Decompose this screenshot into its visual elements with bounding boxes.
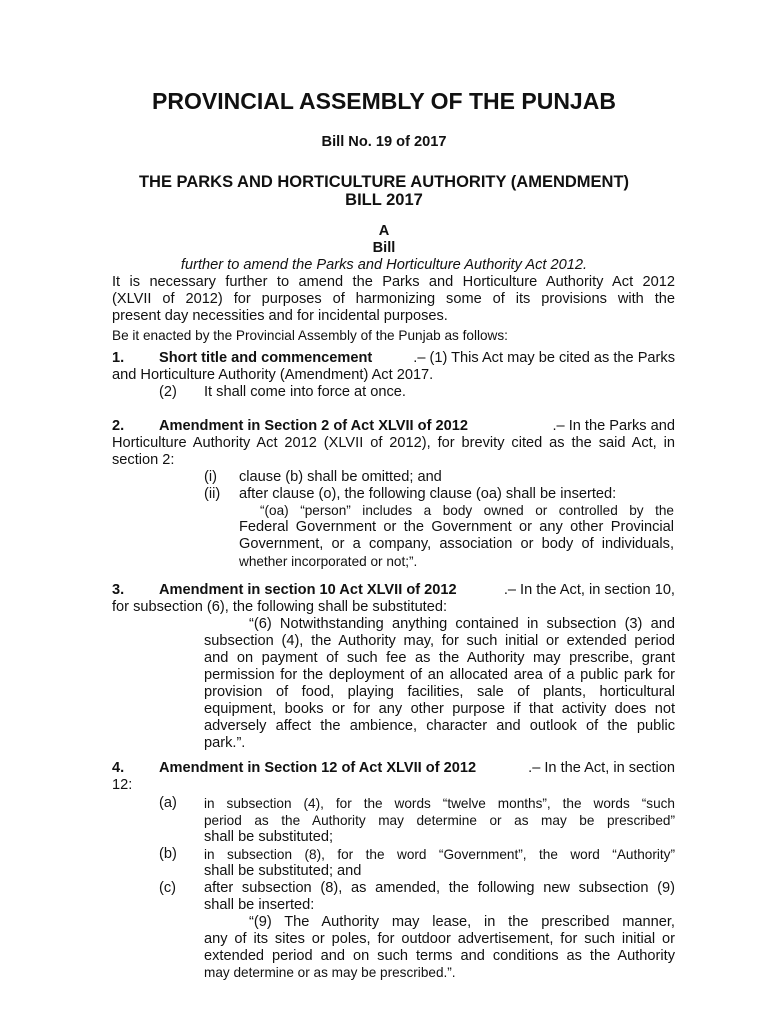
- section-4-number: 4.: [112, 760, 125, 776]
- section-4-quote-line-1: “(9) The Authority may lease, in the prescribed manner,: [249, 914, 675, 930]
- section-3-quote-line-7: adversely affect the ambience, character and outlook of the public: [204, 718, 675, 734]
- enacting-clause: Be it enacted by the Provincial Assembly of the Punjab as follows:: [112, 328, 508, 343]
- section-1-line-2: and Horticulture Authority (Amendment) Act 2017.: [112, 367, 434, 383]
- bill-number: Bill No. 19 of 2017: [321, 134, 447, 150]
- bill-subtitle: further to amend the Parks and Horticulture Authority Act 2012.: [180, 257, 588, 273]
- section-2-line-2: Horticulture Authority Act 2012 (XLVII of 2012), for brevity cited as the said Act, in: [112, 435, 675, 451]
- section-4-item-c-line-2: shall be inserted:: [204, 897, 315, 913]
- section-3-quote-line-1: “(6) Notwithstanding anything contained in subsection (3) and: [249, 616, 675, 632]
- section-3-line-2: for subsection (6), the following shall be substituted:: [112, 599, 448, 615]
- section-3-number: 3.: [112, 582, 125, 598]
- section-3-quote-line-8: park.”.: [204, 735, 246, 751]
- section-3-quote-line-6: equipment, books or for any other purpose if that activity does not: [204, 701, 675, 717]
- section-2-quote-line-4: whether incorporated or not;”.: [239, 554, 418, 569]
- section-4-item-c-line-1: after subsection (8), as amended, the following new subsection (9): [204, 880, 675, 896]
- section-4-line-1-text: .– In the Act, in section: [528, 760, 675, 776]
- section-4-line-1: [159, 760, 675, 777]
- bill-title-line-1: THE PARKS AND HORTICULTURE AUTHORITY (AMENDMENT): [138, 173, 630, 191]
- bill-title-line-2: BILL 2017: [345, 191, 423, 209]
- section-4-item-c-number: (c): [159, 880, 177, 896]
- section-2-quote-line-3: Government, or a company, association or body of individuals,: [239, 536, 674, 552]
- section-1-number: 1.: [112, 350, 125, 366]
- section-2-line-3: section 2:: [112, 452, 175, 468]
- section-4-quote-line-4: may determine or as may be prescribed.”.: [204, 965, 456, 980]
- section-2-quote-line-1: “(oa) “person” includes a body owned or controlled by the: [260, 503, 674, 518]
- preamble-line-2: (XLVII of 2012) for purposes of harmonizing some of its provisions with the: [112, 291, 675, 307]
- section-2-clause-ii-number: (ii): [204, 486, 221, 502]
- section-4-heading: Amendment in Section 12 of Act XLVII of 2012: [159, 760, 477, 776]
- section-2-clause-i-text: clause (b) shall be omitted; and: [239, 469, 442, 485]
- section-2-heading: Amendment in Section 2 of Act XLVII of 2012: [159, 418, 468, 434]
- section-2-line-1: [159, 418, 675, 435]
- section-4-quote-line-2: any of its sites or poles, for outdoor advertisement, for such initial or: [204, 931, 675, 947]
- section-4-item-b-line-2: shall be substituted; and: [204, 863, 362, 879]
- bill-article: A: [378, 223, 390, 239]
- section-1-sub-2-number: (2): [159, 384, 177, 400]
- section-4-item-a-line-3: shall be substituted;: [204, 829, 333, 845]
- section-1-line-1: [159, 350, 675, 367]
- preamble-line-1: It is necessary further to amend the Parks and Horticulture Authority Act 2012: [112, 274, 675, 290]
- section-4-item-b-number: (b): [159, 846, 177, 862]
- preamble-line-3: present day necessities and for incidental purposes.: [112, 308, 448, 324]
- section-2-clause-ii-text: after clause (o), the following clause (oa) shall be inserted:: [239, 486, 617, 502]
- section-2-clause-i-number: (i): [204, 469, 217, 485]
- section-4-quote-line-3: extended period and on such terms and conditions as the Authority: [204, 948, 675, 964]
- section-3-heading: Amendment in section 10 Act XLVII of 2012: [159, 582, 457, 598]
- section-3-quote-line-5: provision of food, playing facilities, sale of plants, horticultural: [204, 684, 675, 700]
- section-2-line-1-text: .– In the Parks and: [552, 418, 675, 434]
- bill-label: Bill: [372, 240, 396, 256]
- assembly-title: PROVINCIAL ASSEMBLY OF THE PUNJAB: [152, 88, 616, 114]
- section-1-sub-2-text: It shall come into force at once.: [204, 384, 406, 400]
- section-2-number: 2.: [112, 418, 125, 434]
- section-3-line-1: [159, 582, 675, 599]
- section-1-heading: Short title and commencement: [159, 350, 373, 366]
- section-3-quote-line-2: subsection (4), the Authority may, for such initial or extended period: [204, 633, 675, 649]
- section-4-item-b-line-1: in subsection (8), for the word “Government”, the word “Authority”: [204, 847, 675, 862]
- section-3-line-1-text: .– In the Act, in section 10,: [503, 582, 675, 598]
- section-4-line-2: 12:: [112, 777, 133, 793]
- section-4-item-a-line-2: period as the Authority may determine or as may be prescribed”: [204, 813, 675, 828]
- section-2-quote-line-2: Federal Government or the Government or any other Provincial: [239, 519, 674, 535]
- section-1-line-1-text: .– (1) This Act may be cited as the Parks: [413, 350, 675, 366]
- section-4-item-a-number: (a): [159, 795, 177, 811]
- section-3-quote-line-3: and on payment of such fee as the Authority may prescribe, grant: [204, 650, 675, 666]
- section-3-quote-line-4: permission for the deployment of an allocated area of a public park for: [204, 667, 675, 683]
- section-4-item-a-line-1: in subsection (4), for the words “twelve months”, the words “such: [204, 796, 675, 811]
